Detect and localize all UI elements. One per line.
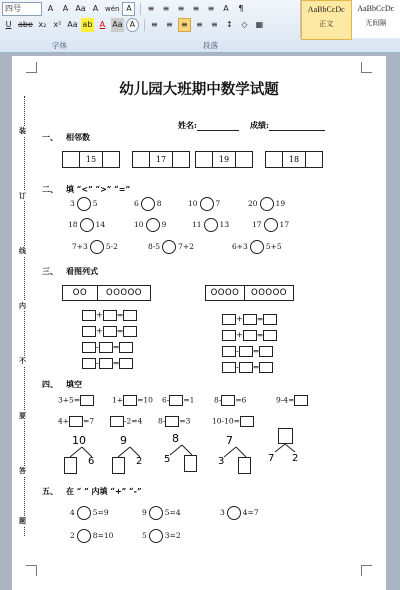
binding-char: 答 (19, 466, 26, 475)
bond-total: 7 (226, 434, 233, 447)
answer-circle (204, 218, 218, 232)
group-label-paragraph: 段落 (203, 41, 218, 50)
binding-char: 不 (19, 356, 26, 365)
fill-item: 9-4= (276, 395, 308, 406)
answer-circle (146, 218, 160, 232)
bond-lines (268, 443, 304, 453)
font-toolbar-row1 (2, 1, 249, 16)
compare-item: 18 14 (68, 218, 105, 232)
operator-item: 2 8=10 (70, 529, 113, 543)
style-name: 无间隔 (365, 19, 387, 27)
section-title: 在 “ ” 内填 “+” “-” (66, 486, 142, 496)
equation-row: - = (82, 342, 133, 353)
change-case-button[interactable]: Aa (75, 3, 86, 13)
align-right-button[interactable]: ≡ (178, 18, 191, 32)
phonetic-guide-button[interactable]: wén (105, 4, 120, 13)
number-bond-tree (112, 434, 148, 474)
styles-gallery (300, 0, 400, 38)
clear-format-button[interactable]: A (92, 3, 99, 13)
bond-part: 2 (292, 453, 299, 464)
equation-row: + = (82, 326, 137, 337)
fill-item: -2=4 (110, 416, 142, 427)
operator-item: 9 5=4 (142, 506, 181, 520)
bond-part: 2 (136, 456, 143, 467)
number-bond-tree (64, 434, 100, 474)
bond-part: 3 (218, 456, 225, 467)
numbering-button[interactable]: ≡ (162, 3, 170, 13)
underline-button[interactable]: U (5, 19, 12, 29)
decrease-indent-button[interactable]: ≡ (192, 3, 200, 13)
operator-item: 4 5=9 (70, 506, 109, 520)
binding-char: 要 (19, 411, 26, 420)
section-title: 相邻数 (66, 132, 90, 142)
style-sample: AaBbCcDc (357, 4, 395, 13)
shrink-font-button[interactable]: A (62, 3, 69, 13)
distributed-button[interactable]: ≡ (211, 19, 218, 29)
adjacent-number-cells (132, 151, 190, 168)
bond-part: 7 (268, 453, 275, 464)
sort-button[interactable]: A (223, 3, 229, 13)
fill-item: 8- =6 (214, 395, 247, 405)
given-number: 19 (213, 152, 236, 167)
name-field (178, 120, 239, 131)
crop-mark (361, 565, 372, 576)
font-toolbar-row2 (2, 17, 268, 32)
compare-item: 17 17 (252, 218, 289, 232)
number-bond-tree (268, 428, 304, 468)
bond-part: 6 (88, 456, 95, 467)
operator-item: 3 4=7 (220, 506, 259, 520)
equation-row: + = (82, 310, 137, 321)
compare-item: 8-5 7+2 (148, 240, 194, 254)
ribbon (0, 0, 400, 53)
section-number: 四、 (42, 379, 58, 389)
section-1-heading (42, 132, 90, 143)
compare-item: 7+3 5-2 (72, 240, 118, 254)
section-number: 五、 (42, 486, 58, 496)
fill-item: 1+ =10 (112, 395, 153, 405)
answer-circle (77, 529, 91, 543)
line-spacing-button[interactable]: ↕ (226, 19, 233, 29)
operator-item: 5 3=2 (142, 529, 181, 543)
page-title: 幼儿园大班期中数学试题 (119, 81, 279, 98)
binding-char: 订 (19, 191, 26, 200)
section-title: 看图列式 (66, 266, 98, 276)
score-field (250, 120, 325, 131)
crop-mark (26, 62, 37, 73)
circle-group: OOOOO (106, 288, 142, 298)
equation-row: - = (82, 358, 133, 369)
score-label: 成绩: (250, 120, 269, 130)
section-5-heading (42, 486, 142, 497)
increase-indent-button[interactable]: ≡ (207, 3, 215, 13)
char-border-button[interactable]: A (122, 2, 135, 16)
equation-row: + = (222, 330, 277, 341)
bond-part: 5 (164, 454, 171, 465)
binding-char: 装 (19, 126, 26, 135)
number-bond-tree (218, 434, 254, 474)
align-center-button[interactable]: ≡ (166, 19, 173, 29)
enclose-char-button[interactable]: A (126, 18, 139, 32)
text-effects-button[interactable]: Aa (67, 19, 78, 29)
subscript-button[interactable]: x₂ (38, 19, 47, 29)
compare-item: 3 5 (70, 197, 98, 211)
style-name: 正文 (319, 20, 334, 28)
picture-row-left (62, 285, 151, 301)
style-sample: AaBbCcDc (307, 5, 345, 14)
compare-item: 11 13 (192, 218, 229, 232)
section-number: 三、 (42, 266, 58, 276)
document-page[interactable] (12, 56, 386, 590)
group-label-font: 字体 (52, 41, 67, 50)
answer-circle (80, 218, 94, 232)
compare-item: 6 8 (134, 197, 162, 211)
compare-item: 10 7 (188, 197, 220, 211)
adjacent-number-cells (195, 151, 253, 168)
answer-circle (149, 506, 163, 520)
section-number: 二、 (42, 184, 58, 194)
circle-group: OOOOO (251, 288, 287, 298)
equation-row: + = (222, 314, 277, 325)
section-3-heading (42, 266, 98, 277)
borders-button[interactable]: ▦ (255, 19, 264, 29)
compare-item: 6+3 5+5 (232, 240, 282, 254)
answer-circle (200, 197, 214, 211)
compare-item: 20 19 (248, 197, 285, 211)
bond-total: 10 (72, 434, 86, 447)
blank-cell (306, 152, 322, 167)
blank-cell (133, 152, 150, 167)
answer-circle (149, 529, 163, 543)
multilevel-list-button[interactable]: ≡ (177, 3, 185, 13)
binding-char: 内 (19, 301, 26, 310)
section-2-heading (42, 184, 130, 195)
section-4-heading (42, 379, 82, 390)
answer-circle (250, 240, 264, 254)
blank-cell (266, 152, 283, 167)
answer-circle (90, 240, 104, 254)
answer-circle (141, 197, 155, 211)
strikethrough-button[interactable]: abe (18, 19, 33, 29)
crop-mark (26, 565, 37, 576)
crop-mark (361, 62, 372, 73)
bond-total: 8 (172, 432, 179, 445)
blank-box (238, 457, 251, 474)
align-left-button[interactable]: ≡ (151, 19, 158, 29)
binding-char: 题 (19, 516, 26, 525)
bond-total: 9 (120, 434, 127, 447)
answer-circle (77, 506, 91, 520)
shading-button[interactable]: ◇ (241, 19, 248, 29)
font-size-select[interactable]: 四号 (2, 2, 42, 16)
name-label: 姓名: (178, 120, 197, 130)
blank-box (278, 428, 293, 444)
char-shading-button[interactable]: Aa (111, 18, 124, 32)
blank-box (184, 455, 197, 472)
fill-item: 3+5= (58, 395, 94, 406)
blank-cell (63, 152, 80, 167)
answer-circle (77, 197, 91, 211)
adjacent-number-cells (265, 151, 323, 168)
answer-circle (264, 218, 278, 232)
show-marks-button[interactable]: ¶ (238, 3, 244, 13)
answer-circle (260, 197, 274, 211)
style-no-spacing[interactable] (352, 0, 400, 38)
blank-box (112, 457, 125, 474)
given-number: 17 (150, 152, 173, 167)
adjacent-number-cells (62, 151, 120, 168)
equation-row: - = (222, 362, 273, 373)
answer-circle (227, 506, 241, 520)
fill-item: 8- =3 (158, 416, 191, 426)
compare-item: 10 9 (134, 218, 166, 232)
score-blank (269, 130, 325, 131)
circle-group: OO (63, 286, 98, 300)
answer-circle (162, 240, 176, 254)
blank-cell (196, 152, 213, 167)
fill-item: 6- =1 (162, 395, 195, 405)
blank-box (64, 457, 77, 474)
separator (144, 19, 145, 31)
font-color-button[interactable]: A (99, 19, 106, 29)
bullets-button[interactable]: ≡ (147, 3, 155, 13)
highlight-button[interactable]: ab (81, 18, 94, 32)
binding-line (18, 96, 32, 536)
fill-item: 4+ =7 (58, 416, 95, 426)
fill-item: 10-10= (212, 416, 254, 427)
blank-cell (236, 152, 252, 167)
circle-group: OOOO (206, 286, 245, 300)
blank-cell (173, 152, 189, 167)
grow-font-button[interactable]: A (47, 3, 54, 13)
section-number: 一、 (42, 132, 58, 142)
equation-row: - = (222, 346, 273, 357)
name-blank (197, 130, 239, 131)
given-number: 18 (283, 152, 306, 167)
number-bond-tree (164, 432, 200, 472)
section-title: 填 “<” “>” “=” (66, 184, 131, 194)
given-number: 15 (80, 152, 103, 167)
superscript-button[interactable]: x² (53, 19, 62, 29)
blank-cell (103, 152, 119, 167)
style-normal[interactable] (301, 0, 352, 40)
binding-char: 线 (19, 246, 26, 255)
justify-button[interactable]: ≡ (196, 19, 203, 29)
picture-row-right (205, 285, 294, 301)
separator (140, 3, 141, 15)
section-title: 填空 (66, 379, 82, 389)
